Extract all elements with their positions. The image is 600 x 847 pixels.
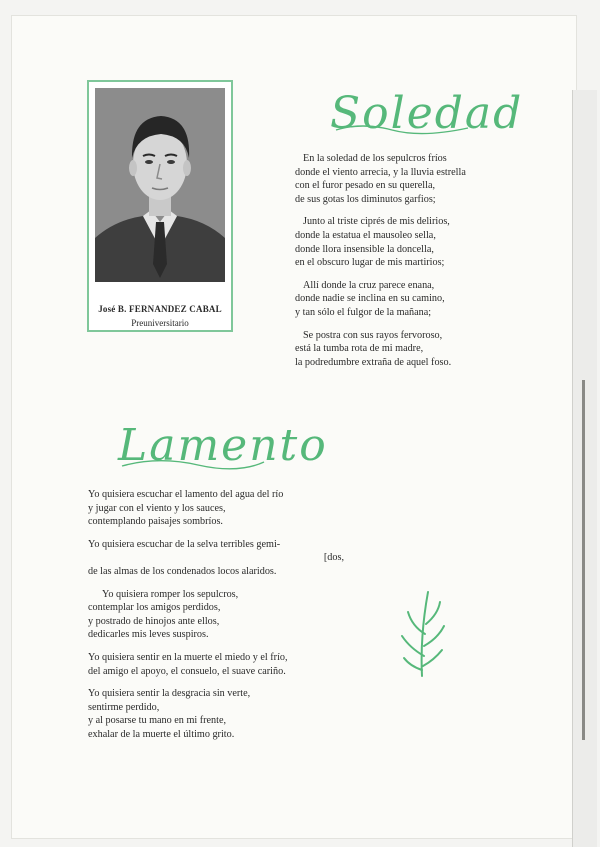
fern-ornament [398,586,448,678]
poem-line: contemplar los amigos perdidos, [88,602,221,614]
poem-line: En la soledad de los sepulcros fríos [303,153,447,164]
stanza [295,215,535,269]
poem-line: [dos, [323,552,344,564]
poem-line: exhalar de la muerte el último grito. [88,728,235,740]
stanza [88,588,348,642]
poem-title-soledad: Soledad [330,88,524,139]
poem-soledad [295,152,535,378]
stanza [88,687,348,741]
poem-line: donde el viento arrecia, y la lluvia estrella [295,166,466,178]
poem-line: y jugar con el viento y los sauces, [88,502,226,514]
poem-line: con el furor pesado en su querella, [295,180,436,192]
poem-lamento [88,488,348,751]
author-photo-card [87,80,233,332]
poem-line: donde nadie se inclina en su camino, [295,293,445,305]
poem-line: de las almas de los condenados locos alaridos. [88,565,277,577]
title-flourish [332,120,472,136]
stanza [88,488,348,529]
poem-line: y al posarse tu mano en mi frente, [88,715,227,727]
poem-line: Yo quisiera escuchar de la selva terribles gemi- [88,538,281,550]
poem-line: donde la estatua el mausoleo sella, [295,229,436,241]
poem-line: dedicarles mis leves suspiros. [88,629,209,641]
poem-line: sentirme perdido, [88,701,160,713]
stanza [295,152,535,206]
stanza [88,651,348,678]
poem-line: y postrado de hinojos ante ellos, [88,615,220,627]
poem-line: Yo quisiera sentir en la muerte el miedo y el frío, [88,651,288,663]
poem-line: Junto al triste ciprés de mis delirios, [303,216,450,228]
stanza [88,538,348,579]
stanza [295,329,535,370]
poem-title-lamento: Lamento [118,420,328,471]
binding-line [582,380,585,740]
poem-line: en el obscuro lugar de mis martirios; [295,257,445,269]
author-name: José B. FERNANDEZ CABAL [98,304,222,314]
poem-line: la podredumbre extraña de aquel foso. [295,356,452,368]
poem-line: Yo quisiera sentir la desgracia sin verte, [88,688,251,700]
author-portrait [95,88,225,282]
stanza [295,279,535,320]
poem-line: donde llora insensible la doncella, [295,243,434,255]
poem-line: está la tumba rota de mi madre, [295,343,424,355]
poem-line: Yo quisiera escuchar el lamento del agua del río [88,489,284,500]
poem-line: de sus gotas los diminutos garfios; [295,193,436,205]
poem-line: Allí donde la cruz parece enana, [303,279,435,291]
poem-line: Yo quisiera romper los sepulcros, [102,588,239,600]
poem-line: Se postra con sus rayos fervoroso, [303,329,443,341]
title-flourish [118,454,268,472]
poem-line: contemplando paisajes sombríos. [88,516,223,528]
poem-line: y tan sólo el fulgor de la mañana; [295,306,432,318]
author-role: Preuniversitario [131,318,189,328]
poem-line: del amigo el apoyo, el consuelo, el suave cariño. [88,665,286,677]
